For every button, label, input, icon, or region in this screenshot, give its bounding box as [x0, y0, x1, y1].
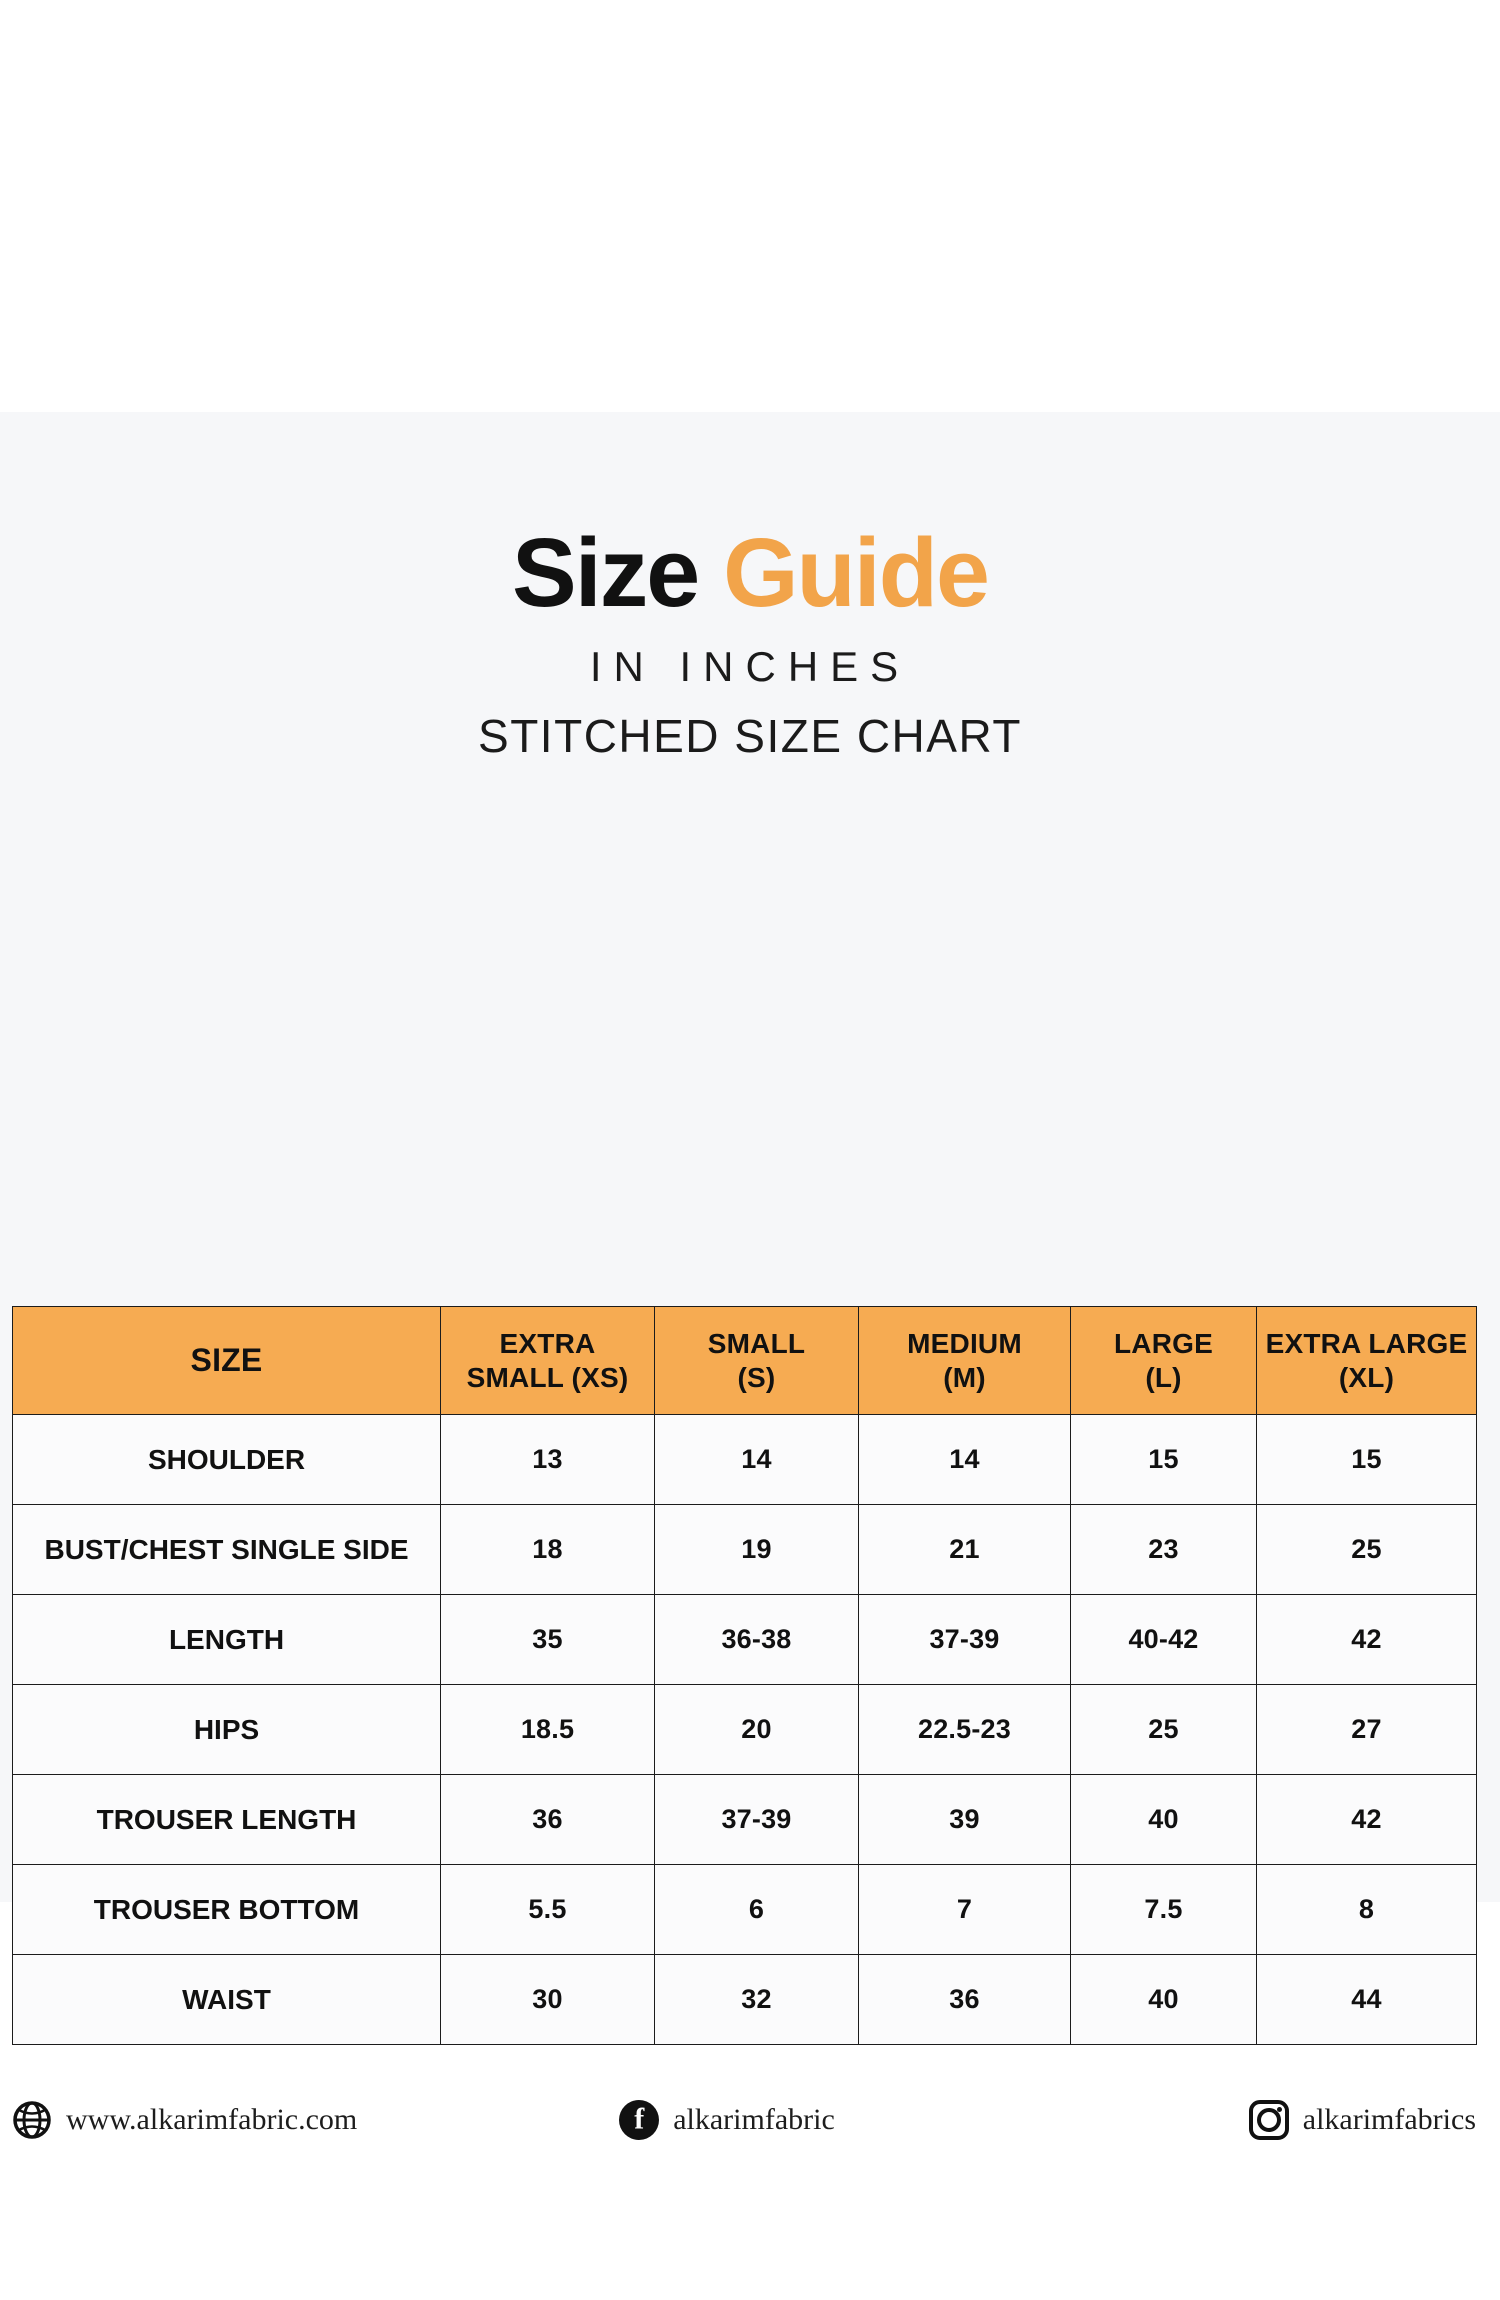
cell-l: 23	[1071, 1505, 1257, 1595]
footer-instagram[interactable]	[962, 2100, 1476, 2140]
footer-website[interactable]	[12, 2100, 492, 2140]
column-header-s	[655, 1307, 859, 1415]
cell-m: 14	[859, 1415, 1071, 1505]
column-header-s-line1: SMALL	[707, 1328, 806, 1360]
globe-icon	[12, 2100, 52, 2140]
footer-instagram-label: alkarimfabrics	[1302, 2103, 1476, 2136]
page-title-part-2: Guide	[723, 518, 988, 627]
cell-l: 25	[1071, 1685, 1257, 1775]
column-header-l-line1: LARGE	[1114, 1328, 1213, 1360]
row-label: WAIST	[13, 1955, 441, 2045]
footer-facebook[interactable]	[492, 2100, 962, 2140]
column-header-l-line2: (L)	[1145, 1361, 1182, 1393]
cell-xl: 42	[1257, 1595, 1477, 1685]
row-label: SHOULDER	[13, 1415, 441, 1505]
cell-l: 7.5	[1071, 1865, 1257, 1955]
table-row	[13, 1415, 1477, 1505]
cell-m: 7	[859, 1865, 1071, 1955]
cell-xl: 25	[1257, 1505, 1477, 1595]
cell-m: 21	[859, 1505, 1071, 1595]
cell-xs: 30	[441, 1955, 655, 2045]
column-header-m	[859, 1307, 1071, 1415]
cell-xl: 44	[1257, 1955, 1477, 2045]
page-subtitle-secondary: STITCHED SIZE CHART	[478, 710, 1022, 762]
cell-m: 22.5-23	[859, 1685, 1071, 1775]
column-header-l	[1071, 1307, 1257, 1415]
page-title-part-1: Size	[512, 518, 724, 627]
row-label: TROUSER BOTTOM	[13, 1865, 441, 1955]
row-label: HIPS	[13, 1685, 441, 1775]
column-header-xl-line2: (XL)	[1338, 1361, 1395, 1393]
cell-s: 37-39	[655, 1775, 859, 1865]
cell-xl: 8	[1257, 1865, 1477, 1955]
column-header-xs-line1: EXTRA	[499, 1328, 596, 1360]
page-title	[0, 518, 1500, 627]
cell-m: 39	[859, 1775, 1071, 1865]
table-row	[13, 1955, 1477, 2045]
column-header-m-line1: MEDIUM	[907, 1328, 1022, 1360]
cell-l: 40	[1071, 1955, 1257, 2045]
size-chart-table-wrap	[12, 1306, 1476, 2045]
cell-xs: 18	[441, 1505, 655, 1595]
size-guide-card	[0, 412, 1500, 2136]
cell-s: 6	[655, 1865, 859, 1955]
size-chart-table	[12, 1306, 1477, 2045]
cell-m: 36	[859, 1955, 1071, 2045]
footer	[12, 2100, 1476, 2140]
instagram-icon	[1249, 2100, 1289, 2140]
cell-l: 40-42	[1071, 1595, 1257, 1685]
cell-s: 20	[655, 1685, 859, 1775]
table-row	[13, 1595, 1477, 1685]
table-row	[13, 1685, 1477, 1775]
cell-s: 19	[655, 1505, 859, 1595]
cell-s: 36-38	[655, 1595, 859, 1685]
cell-xs: 35	[441, 1595, 655, 1685]
cell-l: 40	[1071, 1775, 1257, 1865]
cell-l: 15	[1071, 1415, 1257, 1505]
row-label: BUST/CHEST SINGLE SIDE	[13, 1505, 441, 1595]
column-header-xl	[1257, 1307, 1477, 1415]
cell-xs: 5.5	[441, 1865, 655, 1955]
table-row	[13, 1775, 1477, 1865]
table-header-row	[13, 1307, 1477, 1415]
cell-m: 37-39	[859, 1595, 1071, 1685]
cell-xl: 42	[1257, 1775, 1477, 1865]
footer-facebook-label: alkarimfabric	[673, 2103, 835, 2136]
footer-website-label: www.alkarimfabric.com	[66, 2103, 358, 2136]
column-header-xs-line2: SMALL (XS)	[466, 1361, 629, 1393]
table-row	[13, 1505, 1477, 1595]
cell-xl: 15	[1257, 1415, 1477, 1505]
facebook-icon	[619, 2100, 659, 2140]
cell-xs: 13	[441, 1415, 655, 1505]
column-header-size-line1: SIZE	[190, 1341, 263, 1378]
table-row	[13, 1865, 1477, 1955]
column-header-s-line2: (S)	[737, 1361, 776, 1393]
row-label: TROUSER LENGTH	[13, 1775, 441, 1865]
header-block	[0, 412, 1500, 763]
column-header-m-line2: (M)	[943, 1361, 986, 1393]
column-header-size	[13, 1307, 441, 1415]
cell-xs: 36	[441, 1775, 655, 1865]
cell-s: 14	[655, 1415, 859, 1505]
cell-s: 32	[655, 1955, 859, 2045]
cell-xl: 27	[1257, 1685, 1477, 1775]
page-subtitle: IN INCHES	[589, 643, 911, 690]
column-header-xl-line1: EXTRA LARGE	[1265, 1328, 1468, 1360]
column-header-xs	[441, 1307, 655, 1415]
cell-xs: 18.5	[441, 1685, 655, 1775]
row-label: LENGTH	[13, 1595, 441, 1685]
